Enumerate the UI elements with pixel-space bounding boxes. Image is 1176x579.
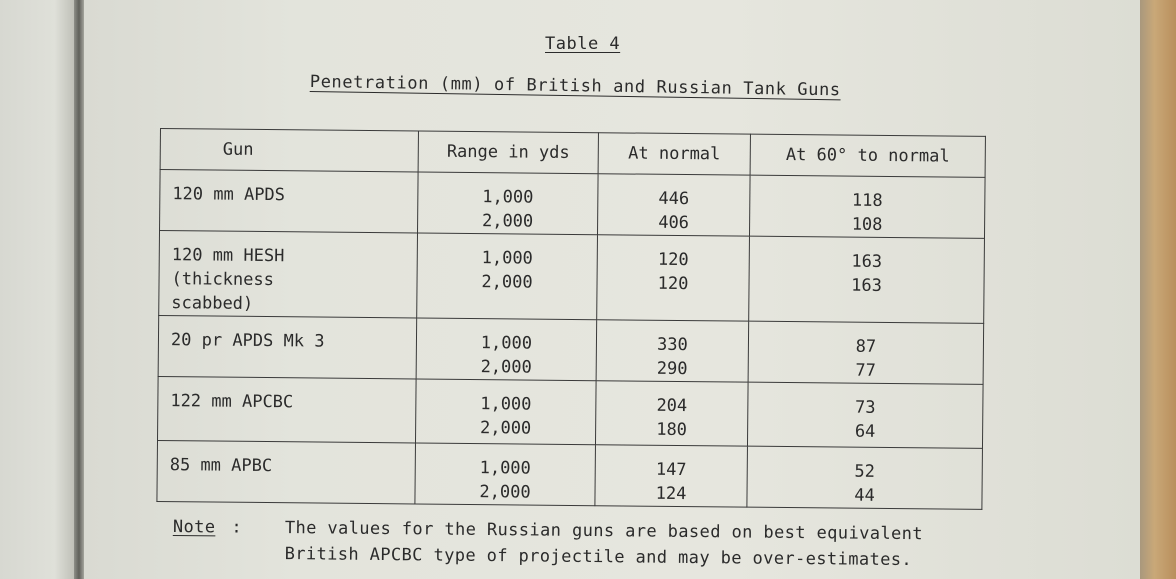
gun-cell: 20 pr APDS Mk 3 <box>158 315 417 378</box>
normal-cell: 147 124 <box>595 445 748 507</box>
gun-cell: 120 mm APDS <box>160 170 419 233</box>
normal-cell: 330 290 <box>596 320 749 382</box>
note-label: Note <box>172 516 216 538</box>
table-row <box>157 440 983 509</box>
header-at-60: At 60° to normal <box>750 134 985 177</box>
range-cell: 1,000 2,000 <box>415 443 596 506</box>
gun-cell: 85 mm APBC <box>157 440 416 503</box>
sixty-cell: 52 44 <box>747 446 983 509</box>
table-note <box>172 514 924 571</box>
table-row <box>160 170 986 239</box>
table-caption: Table 4 <box>545 34 621 54</box>
table-row <box>158 315 984 384</box>
normal-cell: 120 120 <box>597 235 750 321</box>
header-gun: Gun <box>160 129 418 172</box>
range-cell: 1,000 2,000 <box>416 318 597 381</box>
header-at-normal: At normal <box>598 133 750 175</box>
range-cell: 1,000 2,000 <box>418 172 599 235</box>
sixty-cell: 87 77 <box>748 321 984 384</box>
table-row <box>159 231 985 324</box>
note-text <box>284 515 923 573</box>
range-cell: 1,000 2,000 <box>417 233 598 320</box>
table-row <box>158 376 984 448</box>
page-edge <box>1140 0 1176 579</box>
book-gutter <box>74 0 84 579</box>
note-line-2: British APCBC type of projectile and may be over-estimates. <box>284 544 913 571</box>
facing-page <box>0 0 78 579</box>
normal-cell: 204 180 <box>595 381 748 446</box>
gun-cell: 120 mm HESH (thickness scabbed) <box>159 231 418 318</box>
penetration-table <box>156 128 986 510</box>
penetration-table-wrap <box>157 128 986 506</box>
table-title: Penetration (mm) of British and Russian Tank Guns <box>309 72 841 101</box>
header-range: Range in yds <box>418 131 598 174</box>
sixty-cell: 163 163 <box>749 236 985 323</box>
gun-cell: 122 mm APCBC <box>158 376 417 442</box>
range-cell: 1,000 2,000 <box>415 379 596 445</box>
normal-cell: 446 406 <box>597 174 750 236</box>
sixty-cell: 118 108 <box>749 175 985 238</box>
note-line-1: The values for the Russian guns are based on best equivalent <box>284 518 924 545</box>
note-colon: : <box>231 517 243 538</box>
sixty-cell: 73 64 <box>747 382 983 448</box>
